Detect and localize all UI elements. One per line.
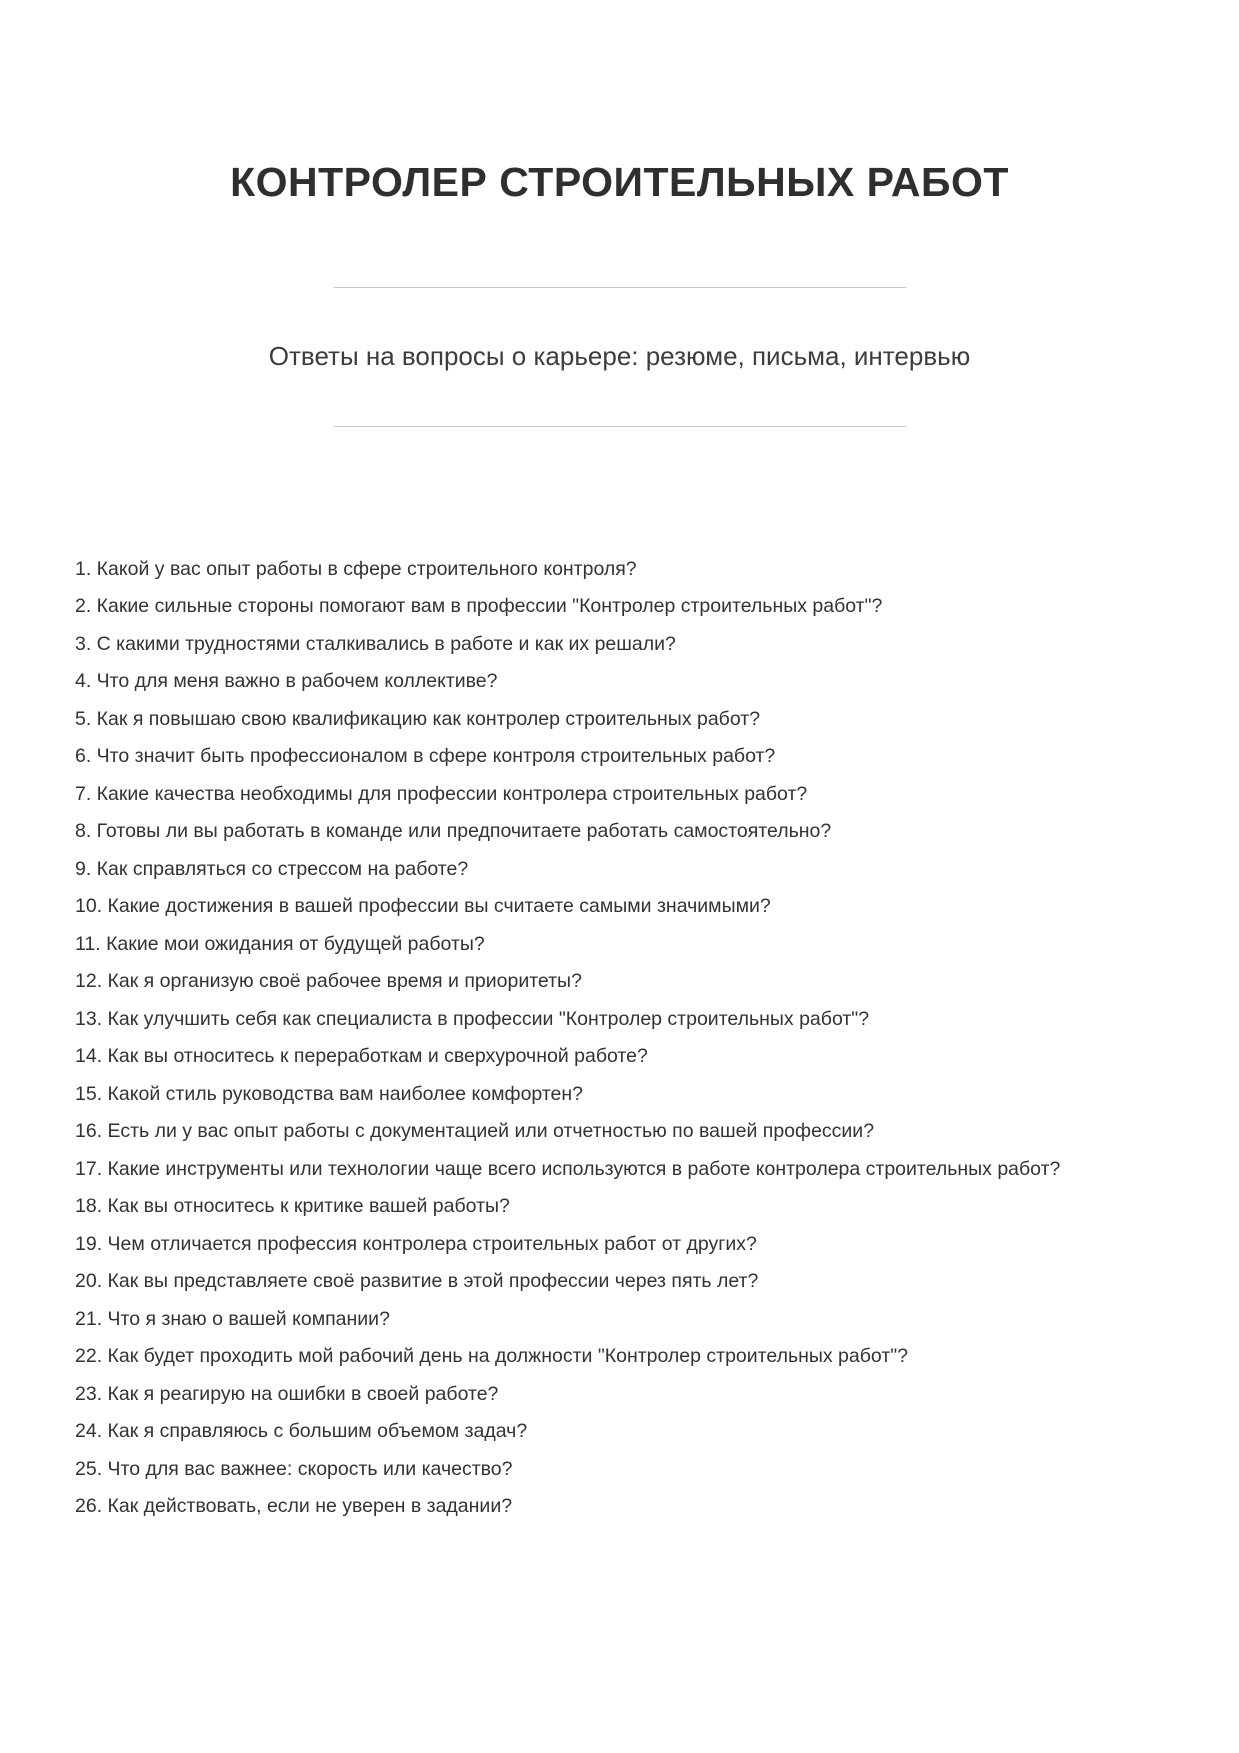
question-item: 10. Какие достижения в вашей профессии вы считаете самыми значимыми? <box>75 895 771 918</box>
question-item: 22. Как будет проходить мой рабочий день на должности "Контролер строительных работ"? <box>75 1345 909 1368</box>
question-item: 3. С какими трудностями сталкивались в работе и как их решали? <box>75 632 676 655</box>
question-item: 4. Что для меня важно в рабочем коллективе? <box>75 670 498 693</box>
page-subtitle: Ответы на вопросы о карьере: резюме, письма, интервью <box>268 341 971 372</box>
question-item: 11. Какие мои ожидания от будущей работы? <box>75 932 485 955</box>
question-item: 6. Что значит быть профессионалом в сфере контроля строительных работ? <box>75 745 776 768</box>
question-list <box>75 555 1164 1521</box>
question-item: 9. Как справляться со стрессом на работе? <box>75 857 469 880</box>
question-item: 17. Какие инструменты или технологии чаще всего используются в работе контролера строительных работ? <box>75 1157 1061 1180</box>
divider-top <box>334 287 906 288</box>
page-title: КОНТРОЛЕР СТРОИТЕЛЬНЫХ РАБОТ <box>230 159 1009 205</box>
question-item: 16. Есть ли у вас опыт работы с документацией или отчетностью по вашей профессии? <box>75 1120 875 1143</box>
question-item: 8. Готовы ли вы работать в команде или предпочитаете работать самостоятельно? <box>75 820 832 843</box>
question-item: 5. Как я повышаю свою квалификацию как контролер строительных работ? <box>75 707 761 730</box>
divider-bottom <box>334 426 906 427</box>
question-item: 12. Как я организую своё рабочее время и приоритеты? <box>75 970 582 993</box>
question-item: 13. Как улучшить себя как специалиста в профессии "Контролер строительных работ"? <box>75 1007 870 1030</box>
question-item: 21. Что я знаю о вашей компании? <box>75 1307 390 1330</box>
question-item: 26. Как действовать, если не уверен в задании? <box>75 1495 513 1518</box>
question-item: 20. Как вы представляете своё развитие в этой профессии через пять лет? <box>75 1270 759 1293</box>
question-item: 19. Чем отличается профессия контролера строительных работ от других? <box>75 1232 757 1255</box>
question-item: 2. Какие сильные стороны помогают вам в профессии "Контролер строительных работ"? <box>75 595 883 618</box>
question-item: 1. Какой у вас опыт работы в сфере строительного контроля? <box>75 557 637 580</box>
question-item: 7. Какие качества необходимы для профессии контролера строительных работ? <box>75 782 808 805</box>
question-item: 23. Как я реагирую на ошибки в своей работе? <box>75 1382 499 1405</box>
question-item: 18. Как вы относитесь к критике вашей работы? <box>75 1195 510 1218</box>
question-item: 14. Как вы относитесь к переработкам и сверхурочной работе? <box>75 1045 648 1068</box>
question-item: 15. Какой стиль руководства вам наиболее комфортен? <box>75 1082 584 1105</box>
question-item: 25. Что для вас важнее: скорость или качество? <box>75 1457 513 1480</box>
question-item: 24. Как я справляюсь с большим объемом задач? <box>75 1420 528 1443</box>
